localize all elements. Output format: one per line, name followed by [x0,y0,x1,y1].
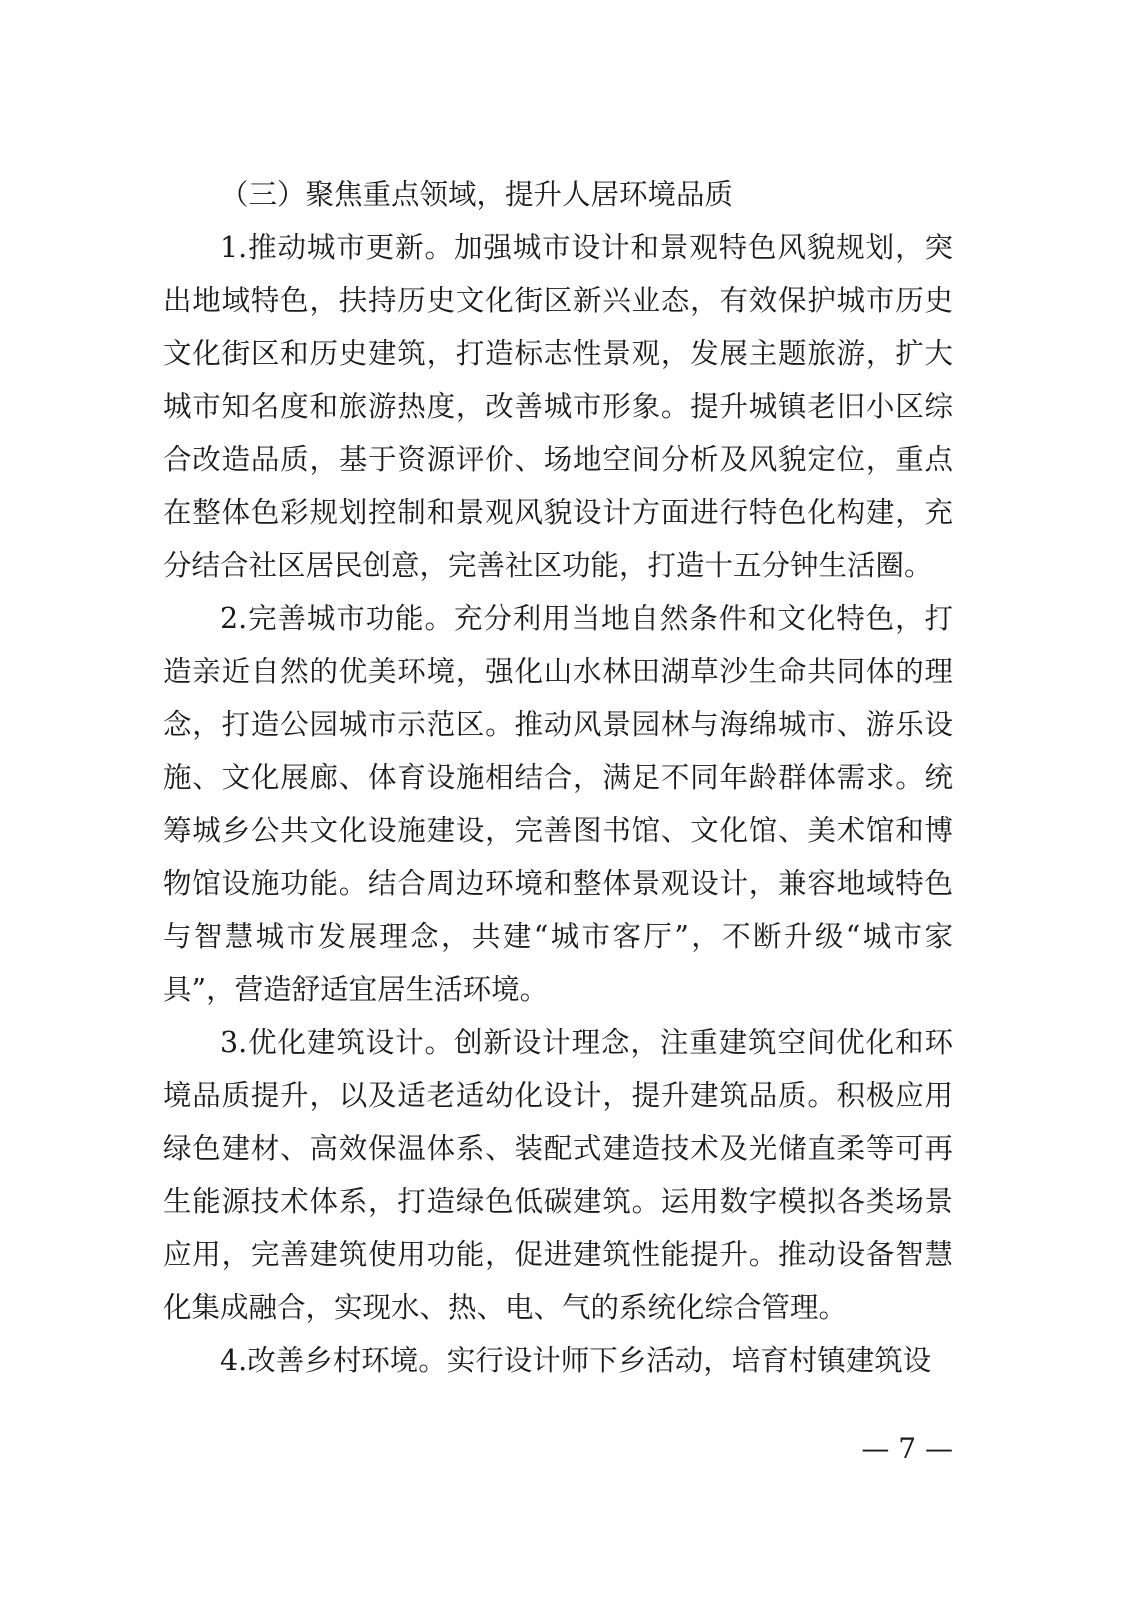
paragraph-urban-functions: 2.完善城市功能。充分利用当地自然条件和文化特色，打造亲近自然的优美环境，强化山水林田湖草沙生命共同体的理念，打造公园城市示范区。推动风景园林与海绵城市、游乐设施、文化展廊、体育设施相结合，满足不同年龄群体需求。统筹城乡公共文化设施建设，完善图书馆、文化馆、美术馆和博物馆设施功能。结合周边环境和整体景观设计，兼容地域特色与智慧城市发展理念，共建“城市客厅”，不断升级“城市家具”，营造舒适宜居生活环境。 [163,602,953,1006]
section-heading: （三）聚焦重点领域，提升人居环境品质 [220,178,734,211]
paragraph-urban-renewal: 1.推动城市更新。加强城市设计和景观特色风貌规划，突出地域特色，扶持历史文化街区新兴业态，有效保护城市历史文化街区和历史建筑，打造标志性景观，发展主题旅游，扩大城市知名度和旅游热度，改善城市形象。提升城镇老旧小区综合改造品质，基于资源评价、场地空间分析及风貌定位，重点在整体色彩规划控制和景观风貌设计方面进行特色化构建，充分结合社区居民创意，完善社区功能，打造十五分钟生活圈。 [163,231,953,582]
body-text [163,168,953,1387]
page-number: — 7 — [861,1432,953,1465]
paragraph-rural-environment: 4.改善乡村环境。实行设计师下乡活动，培育村镇建筑设 [220,1344,932,1377]
paragraph-architectural-design: 3.优化建筑设计。创新设计理念，注重建筑空间优化和环境品质提升，以及适老适幼化设计，提升建筑品质。积极应用绿色建材、高效保温体系、装配式建造技术及光储直柔等可再生能源技术体系，打造绿色低碳建筑。运用数字模拟各类场景应用，完善建筑使用功能，促进建筑性能提升。推动设备智慧化集成融合，实现水、热、电、气的系统化综合管理。 [163,1026,953,1324]
